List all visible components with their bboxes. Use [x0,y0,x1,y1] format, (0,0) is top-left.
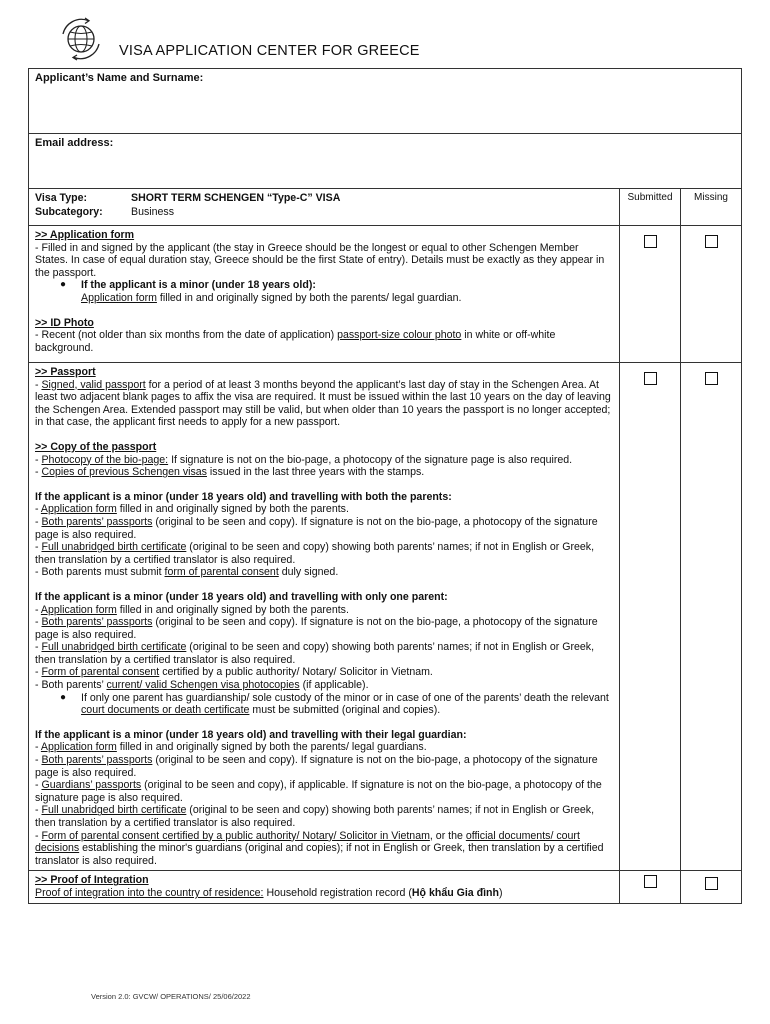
both-line-2: (original to be seen and copy). If signature is not on the bio-page, a photocopy of the signature page is also required. [35,515,598,541]
court-documents-link[interactable]: court documents or death certificate [81,704,250,717]
one-consent-link[interactable]: Form of parental consent [41,666,160,679]
passport-text: for a period of at least 3 months beyond the applicant’s last day of stay in the Schengen Area. At least two adjacent blank pages to affix the visa are required. It must be issued within the last 10 years on the day of leaving the Schengen Area. Extended passport may still be valid, but when older than 10 years the passport is no longer accepted; in that case, the applicant first needs to apply for a new passport. [35,378,611,429]
both-passports-link[interactable]: Both parents’ passports [41,515,153,528]
one-bullet-pre: If only one parent has guardianship/ sole custody of the minor or in case of one of the parents’ death the relevant [81,691,609,704]
copy-passport-heading: >> Copy of the passport [35,440,157,453]
checklist-table: Applicant’s Name and Surname: Email address: Visa Type: SHORT TERM SCHENGEN “Type-C” VISA Subcategory: Business Submitted Missing >> Application form - Filled in and signed by the applicant (the stay in Greece should be the longest or equal to other Schengen Member States. In case of equal duration stay, Greece should be the first State of entry). Details must be exactly as they appear in the passport. ● If the applicant is a minor (under 18 years old): Application form filled in and originally signed by both the parents/ legal guardian. >> ID Photo - Recent (not older than six months from the date of application) passport-size colour photo in white or off-white background. >> Passport - Signed, valid passport for a period of at least 3 months beyond the applicant’s last day of stay in the Schengen Area. At least two adjacent blank pages to affix the visa are required. It must be issued within the last 10 years on the day of leaving the Schengen Area. Extended passport may still be valid, but when older than 10 years the passport is no longer accepted; in that case, the applicant first needs to apply for a new passport. >> Copy of the passport - Photocopy of the bio-page: If signature is not on the bio-page, a photocopy of the signature page is also required. - Copies of previous Schengen visas issued in the last three years with the stamps. If the applicant is a minor (under 18 years old) and travelling with both the parents: - Application form filled in and originally signed by both the parents. - Both parents’ passports (original to be seen and copy). If signature is not on the bio-page, a photocopy of the signature page is also required. - Full unabridged birth certificate (original to be seen and copy) showing both parents’ names; if not in English or Greek, then translation by a certified translator is also required. - Both parents must submit form of parental consent duly signed. If the applicant is a minor (under 18 years old) and travelling with only one parent: - Application form filled in and originally signed by both the parents. - Both parents’ passports (original to be seen and copy). If signature is not on the bio-page, a photocopy of the signature page is also required. - Full unabridged birth certificate (original to be seen and copy) showing both parents’ names; if not in English or Greek, then translation by a certified translator is also required. - Form of parental consent certified by a public authority/ Notary/ Solicitor in Vietnam. - Both parents’ current/ valid Schengen visa photocopies (if applicable). ● If only one parent has guardianship/ sole custody of the minor or in case of one of the parents’ death the relevant court documents or death certificate must be submitted (original and copies). If the applicant is a minor (under 18 years old) and travelling with their legal guardian: - Application form filled in and originally signed by both the parents/ legal guardians. - Both parents’ passports (original to be seen and copy). If signature is not on the bio-page, a photocopy of the signature page is also required. - Guardians’ passports (original to be seen and copy), if applicable. If signature is not on the bio-page, a photocopy of the signature page is also required. - Full unabridged birth certificate (original to be seen and copy) showing both parents’ names; if not in English or Greek, then translation by a certified translator is also required. - Form of parental consent certified by a public authority/ Notary/ Solicitor in Vietnam, or the official documents/ court decisions establishing the minor's guardians (original and copies); if not in English or Greek, then translation by a certified translator is also required. >> Proof of Integration Proof of integration into the country of residence: Household registration record (Hộ khẩu Gia đình) [28,68,742,904]
one-line-3: (original to be seen and copy) showing both parents’ names; if not in English or Greek, then translation by a certified translator is also required. [35,641,595,666]
integration-submitted-checkbox[interactable] [644,875,657,888]
one-passports-link[interactable]: Both parents’ passports [41,616,153,629]
one-birth-certificate-link[interactable]: Full unabridged birth certificate [41,641,187,654]
both-consent-link[interactable]: form of parental consent [164,566,279,579]
both-line-4-pre: - Both parents must submit [35,566,165,579]
applicant-name-label: Applicant’s Name and Surname: [35,72,204,84]
passport-missing-checkbox[interactable] [705,372,718,385]
guardians-passports-link[interactable]: Guardians’ passports [41,779,142,792]
version-footer: Version 2.0: GVCW/ OPERATIONS/ 25/06/2022 [91,992,251,1001]
email-label: Email address: [35,137,114,149]
household-record-name: Hộ khẩu Gia đình [411,886,499,899]
bullet-icon: ● [60,691,67,703]
guardian-birth-certificate-link[interactable]: Full unabridged birth certificate [41,804,187,817]
guardian-line-2: (original to be seen and copy). If signature is not on the bio-page, a photocopy of the signature page is also required. [35,754,598,779]
id-photo-heading: >> ID Photo [35,316,94,329]
missing-column-header: Missing [681,189,742,226]
one-line-5-pre: - Both parents’ [35,679,107,692]
passport-submitted-checkbox[interactable] [644,372,657,385]
guardian-application-form-link[interactable]: Application form [40,741,117,754]
minor-bullet-text: filled in and originally signed by both the parents/ legal guardian. [156,291,462,304]
passport-text-pre: - [35,378,42,391]
application-form-text: - Filled in and signed by the applicant (the stay in Greece should be the longest or equal to other Schengen Member States. In case of equal duration stay, Greece should be the first State of entry). Details must be exactly as they appear in the passport. [35,241,605,279]
previous-visas-link[interactable]: Copies of previous Schengen visas [41,466,207,479]
both-parents-heading: If the applicant is a minor (under 18 years old) and travelling with both the parents: [35,490,452,503]
integration-close: ) [499,886,503,899]
copy-line-1: If signature is not on the bio-page, a photocopy of the signature page is also required. [168,453,573,466]
integration-heading: >> Proof of Integration [35,874,149,887]
passport-photo-link[interactable]: passport-size colour photo [337,329,462,342]
guardian-line-5: establishing the minor's guardians (original and copies); if not in English or Greek, then translation by a certified translator is also required. [35,842,604,867]
one-line-1: filled in and originally signed by both the parents. [116,603,349,616]
visa-type-value: SHORT TERM SCHENGEN “Type-C” VISA [131,192,341,204]
one-parent-heading: If the applicant is a minor (under 18 years old) and travelling with only one parent: [35,590,448,603]
application-form-heading: >> Application form [35,229,135,241]
subcategory-label: Subcategory: [35,205,103,218]
one-line-2: (original to be seen and copy). If signature is not on the bio-page, a photocopy of the signature page is also required. [35,616,598,641]
one-line-4: certified by a public authority/ Notary/ Solicitor in Vietnam. [159,666,433,679]
both-application-form-link[interactable]: Application form [40,503,117,516]
one-line-5: (if applicable). [299,679,369,692]
guardian-court-decisions-link[interactable]: official documents/ court decisions [35,829,580,855]
guardian-parents-passports-link[interactable]: Both parents’ passports [41,754,153,767]
email-field[interactable] [29,134,742,189]
minor-bullet-title: If the applicant is a minor (under 18 years old): [81,279,316,292]
id-photo-text-post: in white or off-white background. [35,329,556,354]
subcategory-value: Business [131,205,174,218]
guardian-heading: If the applicant is a minor (under 18 years old) and travelling with their legal guardian: [35,728,467,741]
one-visa-photocopies-link[interactable]: current/ valid Schengen visa photocopies [106,679,300,692]
guardian-line-4: (original to be seen and copy) showing both parents’ names; if not in English or Greek, then translation by a certified translator is also required. [35,804,595,829]
bio-page-link[interactable]: Photocopy of the bio-page: [41,453,169,466]
both-line-4: duly signed. [278,566,339,579]
one-bullet-rest: must be submitted (original and copies). [249,704,441,717]
both-birth-certificate-link[interactable]: Full unabridged birth certificate [41,541,187,554]
globe-logo-icon [58,16,104,62]
copy-line-2: issued in the last three years with the stamps. [206,466,425,479]
passport-heading: >> Passport [35,366,96,378]
integration-missing-checkbox[interactable] [705,877,718,890]
integration-text: Household registration record ( [263,886,412,899]
guardian-line-3: (original to be seen and copy), if applicable. If signature is not on the bio-page, a photocopy of the signature page is also required. [35,779,602,804]
guardian-consent-link[interactable]: Form of parental consent certified by a public authority/ Notary/ Solicitor in Vietnam [41,829,430,842]
submitted-column-header: Submitted [620,189,681,226]
application-submitted-checkbox[interactable] [644,235,657,248]
id-photo-text-pre: - Recent (not older than six months from the date of application) [35,329,338,342]
guardian-line-1: filled in and originally signed by both the parents/ legal guardians. [116,741,427,754]
guardian-line-5-mid: , or the [429,829,466,842]
page-title: VISA APPLICATION CENTER FOR GREECE [119,43,420,59]
applicant-name-field[interactable] [29,69,742,134]
both-line-3: (original to be seen and copy) showing both parents’ names; if not in English or Greek, then translation by a certified translator is also required. [35,541,595,566]
bullet-icon: ● [60,279,67,291]
valid-passport-link[interactable]: Signed, valid passport [41,378,146,391]
visa-type-label: Visa Type: [35,192,88,204]
one-application-form-link[interactable]: Application form [40,603,117,616]
application-form-link[interactable]: Application form [81,291,157,304]
integration-link[interactable]: Proof of integration into the country of residence: [35,886,264,899]
both-line-1: filled in and originally signed by both the parents. [116,503,349,516]
application-missing-checkbox[interactable] [705,235,718,248]
